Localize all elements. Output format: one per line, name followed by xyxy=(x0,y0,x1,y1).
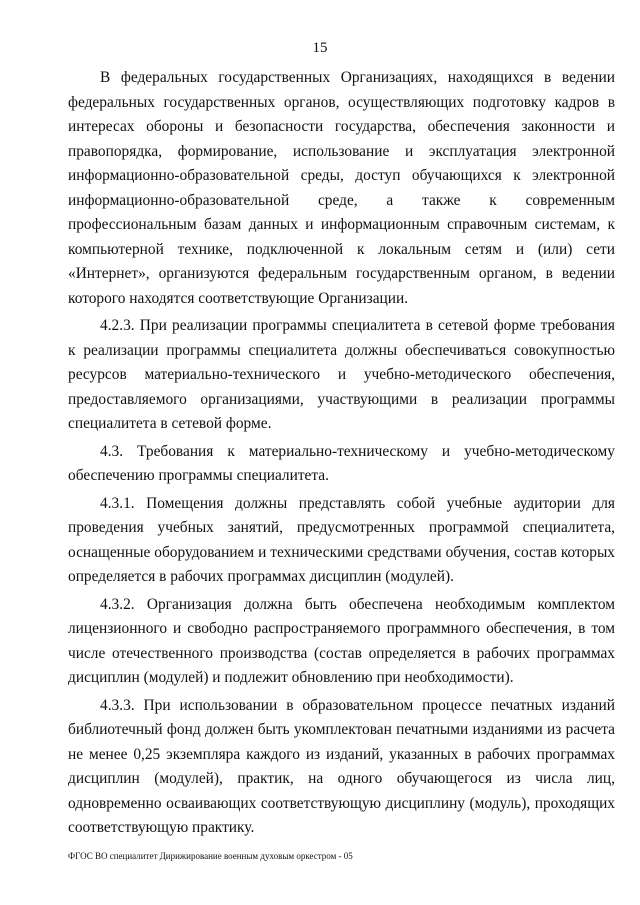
page-number: 15 xyxy=(312,40,328,56)
paragraph-4-3-3: 4.3.3. При использовании в образовательном процессе печатных изданий библиотечный фонд должен быть укомплектован печатными изданиями из расчета не менее 0,25 экземпляра каждого из изданий, указанных в рабочих программах дисциплин (модулей), практик, на одного обучающегося из числа лиц, одновременно осваивающих соответствующую дисциплину (модуль), проходящих соответствующую практику. xyxy=(68,696,615,836)
paragraph-4-3-2: 4.3.2. Организация должна быть обеспечена необходимым комплектом лицензионного и свободно распространяемого программного обеспечения, в том числе отечественного производства (состав определяется в рабочих программах дисциплин (модулей) и подлежит обновлению при необходимости). xyxy=(68,595,615,686)
paragraph-4-2-3: 4.2.3. При реализации программы специалитета в сетевой форме требования к реализации программы специалитета должны обеспечиваться совокупностью ресурсов материально-технического и учебно-методического обеспечения, предоставляемого организациями, участвующими в реализации программы специалитета в сетевой форме. xyxy=(68,317,615,432)
paragraph-federal-organizations: В федеральных государственных Организациях, находящихся в ведении федеральных государственных органов, осуществляющих подготовку кадров в интересах обороны и безопасности государства, обеспечения законности и правопорядка, формирование, использование и эксплуатация электронной информационно-образовательной среды, доступ обучающихся к электронной информационно-образовательной среде, а также к современным профессиональным базам данных и информационным справочным системам, к компьютерной технике, подключенной к локальным сетям и (или) сети «Интернет», организуются федеральным государственным органом, в ведении которого находятся соответствующие Организации. xyxy=(68,69,615,307)
paragraph-4-3: 4.3. Требования к материально-техническому и учебно-методическому обеспечению программы специалитета. xyxy=(68,442,615,484)
document-body xyxy=(68,66,615,841)
document-footer: ФГОС ВО специалитет Дирижирование военным духовым оркестром - 05 xyxy=(68,851,353,861)
paragraph-4-3-1: 4.3.1. Помещения должны представлять собой учебные аудитории для проведения учебных занятий, предусмотренных программой специалитета, оснащенные оборудованием и техническими средствами обучения, состав которых определяется в рабочих программах дисциплин (модулей). xyxy=(68,494,615,585)
